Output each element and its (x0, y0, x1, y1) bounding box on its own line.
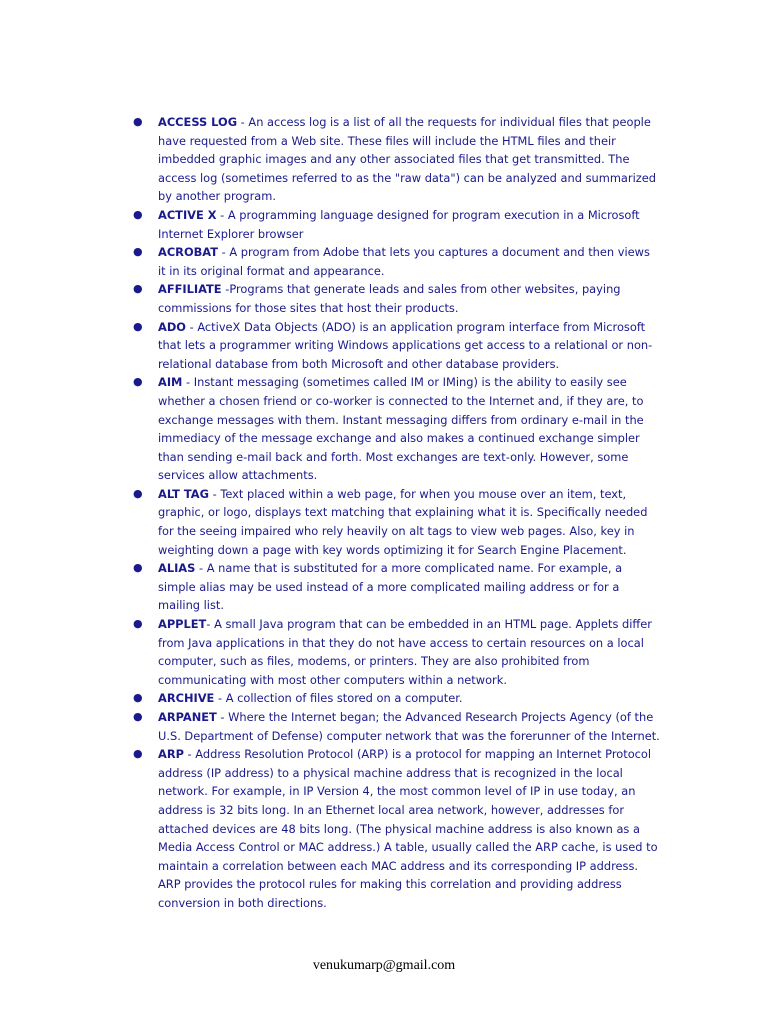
glossary-term: ACROBAT (158, 245, 219, 260)
glossary-definition: An access log is a list of all the requests for individual files that people have requested from a Web site. These files will include the HTML files and their imbedded graphic images and any other associated files that get transmitted. The access log (sometimes referred to as the "raw data") can be analyzed and summarized by another program. (158, 115, 656, 204)
glossary-term: ADO (158, 319, 186, 334)
glossary-definition: A program from Adobe that lets you captures a document and then views it in its original format and appearance. (158, 245, 650, 278)
glossary-definition: A programming language designed for program execution in a Microsoft Internet Explorer browser (158, 207, 640, 241)
bullet-icon: ● (133, 282, 143, 296)
bullet-icon: ● (133, 207, 143, 221)
glossary-definition: Instant messaging (sometimes called IM or IMing) is the ability to easily see whether a chosen friend or co-worker is connected to the Internet and, if they are, to exchange messages with them. Instant messaging differs from ordinary e-mail in the immediacy of the message exchange and also makes a continued exchange simpler than sending e-mail back and forth. Most exchanges are text-only. However, some services allow attachments. (158, 375, 644, 483)
bullet-icon: ● (133, 617, 143, 631)
glossary-term: AIM (158, 375, 183, 390)
glossary-definition: Address Resolution Protocol (ARP) is a protocol for mapping an Internet Protocol address (IP address) to a physical machine address that is recognized in the local network. For example, in IP Version 4, the most common level of IP in use today, an address is 32 bits long. In an Ethernet local area network, however, addresses for attached devices are 48 bits long. (The physical machine address is also known as a Media Access Control or MAC address.) A table, usually called the ARP cache, is used to maintain a correlation between each MAC address and its corresponding IP address. ARP provides the protocol rules for making this correlation and providing address conversion in both directions. (158, 747, 658, 910)
separator: - (195, 561, 207, 576)
glossary-definition: Programs that generate leads and sales from other websites, paying commissions for those sites that host their products. (158, 282, 621, 315)
glossary-definition: ActiveX Data Objects (ADO) is an application program interface from Microsoft that lets a programmer writing Windows applications get access to a relational or non-relational database from both Microsoft and other database providers. (158, 319, 653, 371)
separator: - (183, 747, 196, 762)
glossary-term: ARP (158, 747, 184, 762)
bullet-icon: ● (133, 561, 143, 575)
glossary-term: ARCHIVE (158, 691, 215, 706)
glossary-entry (130, 745, 660, 912)
separator: - (218, 245, 230, 260)
glossary-definition: A name that is substituted for a more complicated name. For example, a simple alias may be used instead of a more complicated mailing address or for a mailing list. (158, 561, 623, 613)
bullet-icon: ● (133, 115, 143, 128)
glossary-term: ARPANET (158, 710, 217, 724)
footer-email: venukumarp@gmail.com (312, 958, 456, 973)
separator: - (185, 319, 198, 334)
glossary-term: ACCESS LOG (158, 115, 238, 129)
glossary-entry (130, 689, 660, 708)
bullet-icon: ● (133, 710, 143, 723)
separator: - (216, 710, 229, 724)
bullet-icon: ● (133, 375, 143, 389)
bullet-icon: ● (133, 486, 143, 500)
bullet-icon: ● (133, 245, 143, 259)
glossary-entry (130, 318, 660, 374)
bullet-icon: ● (133, 691, 143, 705)
glossary-list (130, 113, 660, 913)
glossary-entry (130, 280, 660, 317)
glossary-entry (130, 615, 660, 689)
separator: - (214, 691, 226, 706)
glossary-entry (130, 559, 660, 615)
glossary-entry (130, 206, 660, 243)
glossary-entry (130, 485, 660, 559)
separator: - (237, 115, 249, 129)
glossary-entry (130, 373, 660, 485)
glossary-term: ALT TAG (158, 486, 209, 501)
glossary-term: ACTIVE X (158, 207, 217, 222)
glossary-definition: A collection of files stored on a computer. (225, 691, 463, 706)
glossary-entry (130, 708, 660, 745)
separator: - (221, 282, 230, 297)
glossary-term: APPLET (158, 617, 207, 632)
separator: - (216, 207, 228, 222)
glossary-definition: Where the Internet began; the Advanced Research Projects Agency (of the U.S. Department of Defense) computer network that was the forerunner of the Internet. (158, 710, 660, 743)
glossary-entry (130, 113, 660, 206)
glossary-definition: A small Java program that can be embedded in an HTML page. Applets differ from Java applications in that they do not have access to certain resources on a local computer, such as files, modems, or printers. They are also prohibited from communicating with most other computers within a network. (158, 617, 652, 687)
bullet-icon: ● (133, 747, 143, 761)
separator: - (182, 375, 194, 390)
separator: - (206, 617, 215, 632)
glossary-entry (130, 243, 660, 280)
separator: - (208, 486, 221, 501)
bullet-icon: ● (133, 319, 143, 333)
glossary-definition: Text placed within a web page, for when you mouse over an item, text, graphic, or logo, displays text matching that explaining what it is. Specifically needed for the seeing impaired who rely heavily on alt tags to view web pages. Also, key in weighting down a page with key words optimizing it for Search Engine Placement. (158, 486, 648, 557)
glossary-term: ALIAS (158, 561, 196, 576)
glossary-term: AFFILIATE (158, 282, 222, 297)
